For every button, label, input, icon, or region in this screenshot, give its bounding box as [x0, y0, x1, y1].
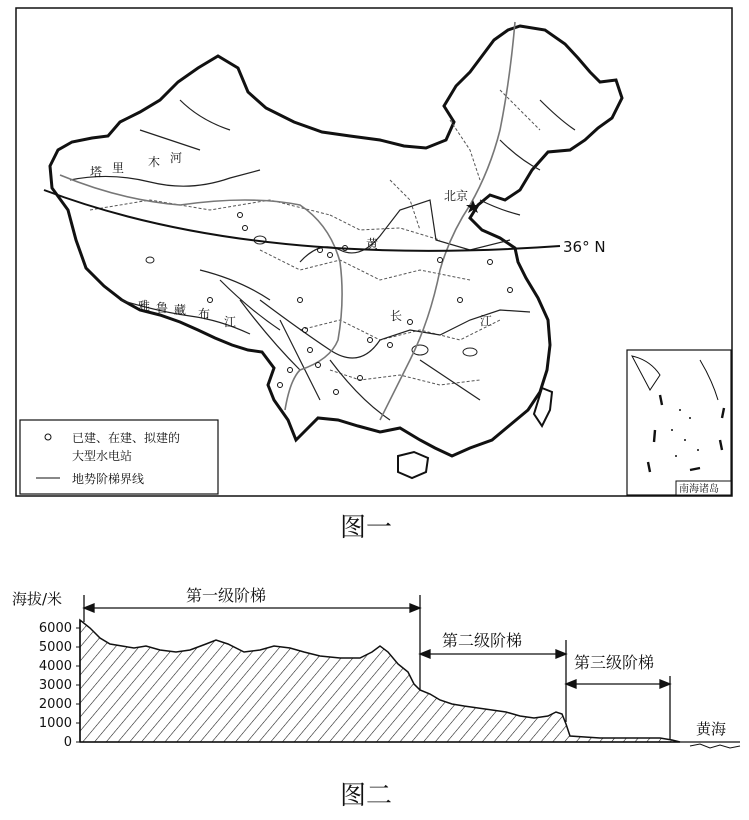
step3-label: 第三级阶梯 [574, 653, 655, 672]
taiwan-island [534, 388, 552, 426]
figure2-caption: 图二 [340, 781, 393, 811]
svg-text:雅: 雅 [138, 299, 151, 313]
svg-text:里: 里 [112, 161, 125, 175]
step3-bracket [566, 676, 670, 740]
yangtze-river-label [390, 309, 492, 328]
svg-text:长: 长 [390, 309, 403, 323]
south-china-sea-inset [627, 350, 731, 495]
hainan-island [398, 452, 428, 478]
y-tick-5000: 5000 [38, 640, 72, 655]
svg-text:木: 木 [148, 155, 161, 169]
svg-text:藏: 藏 [174, 303, 187, 317]
y-tick-3000: 3000 [38, 678, 72, 693]
map-legend [20, 420, 218, 494]
y-tick-4000: 4000 [38, 659, 72, 674]
step2-label: 第二级阶梯 [442, 631, 523, 650]
china-outline [50, 26, 622, 456]
terrain-profile [80, 620, 680, 742]
y-tick-2000: 2000 [38, 697, 72, 712]
y-axis-ticks [39, 621, 80, 750]
step-boundary-2 [380, 22, 515, 420]
tarim-river-label [90, 151, 182, 179]
terrain-step-boundaries [60, 22, 515, 420]
svg-text:塔: 塔 [90, 165, 103, 179]
svg-text:河: 河 [170, 151, 183, 165]
legend-hydro-line1: 已建、在建、拟建的 [72, 431, 181, 445]
map-figure [16, 8, 732, 496]
y-tick-1000: 1000 [38, 716, 72, 731]
profile-figure [12, 584, 740, 750]
inset-label: 南海诸岛 [679, 484, 719, 495]
y-axis-title: 海拔/米 [12, 590, 63, 608]
figure1-caption: 图一 [340, 513, 393, 543]
yellow-sea-label: 黄海 [696, 720, 727, 738]
y-tick-6000: 6000 [38, 621, 72, 636]
latitude-36n-line [44, 190, 560, 251]
svg-text:鲁: 鲁 [156, 301, 169, 315]
provincial-boundaries [90, 90, 540, 385]
beijing-label: 北京 [444, 189, 469, 203]
legend-hydro-line2: 大型水电站 [72, 449, 133, 463]
latitude-label: 36° N [563, 238, 606, 256]
yellow-river-label: 黄 [366, 237, 379, 251]
step1-label: 第一级阶梯 [186, 586, 267, 605]
legend-boundary: 地势阶梯界线 [72, 472, 145, 486]
svg-text:布: 布 [198, 307, 211, 321]
yellow-sea-area [686, 742, 740, 748]
svg-text:江: 江 [480, 314, 493, 328]
svg-text:江: 江 [224, 315, 237, 329]
y-tick-0: 0 [63, 735, 72, 750]
